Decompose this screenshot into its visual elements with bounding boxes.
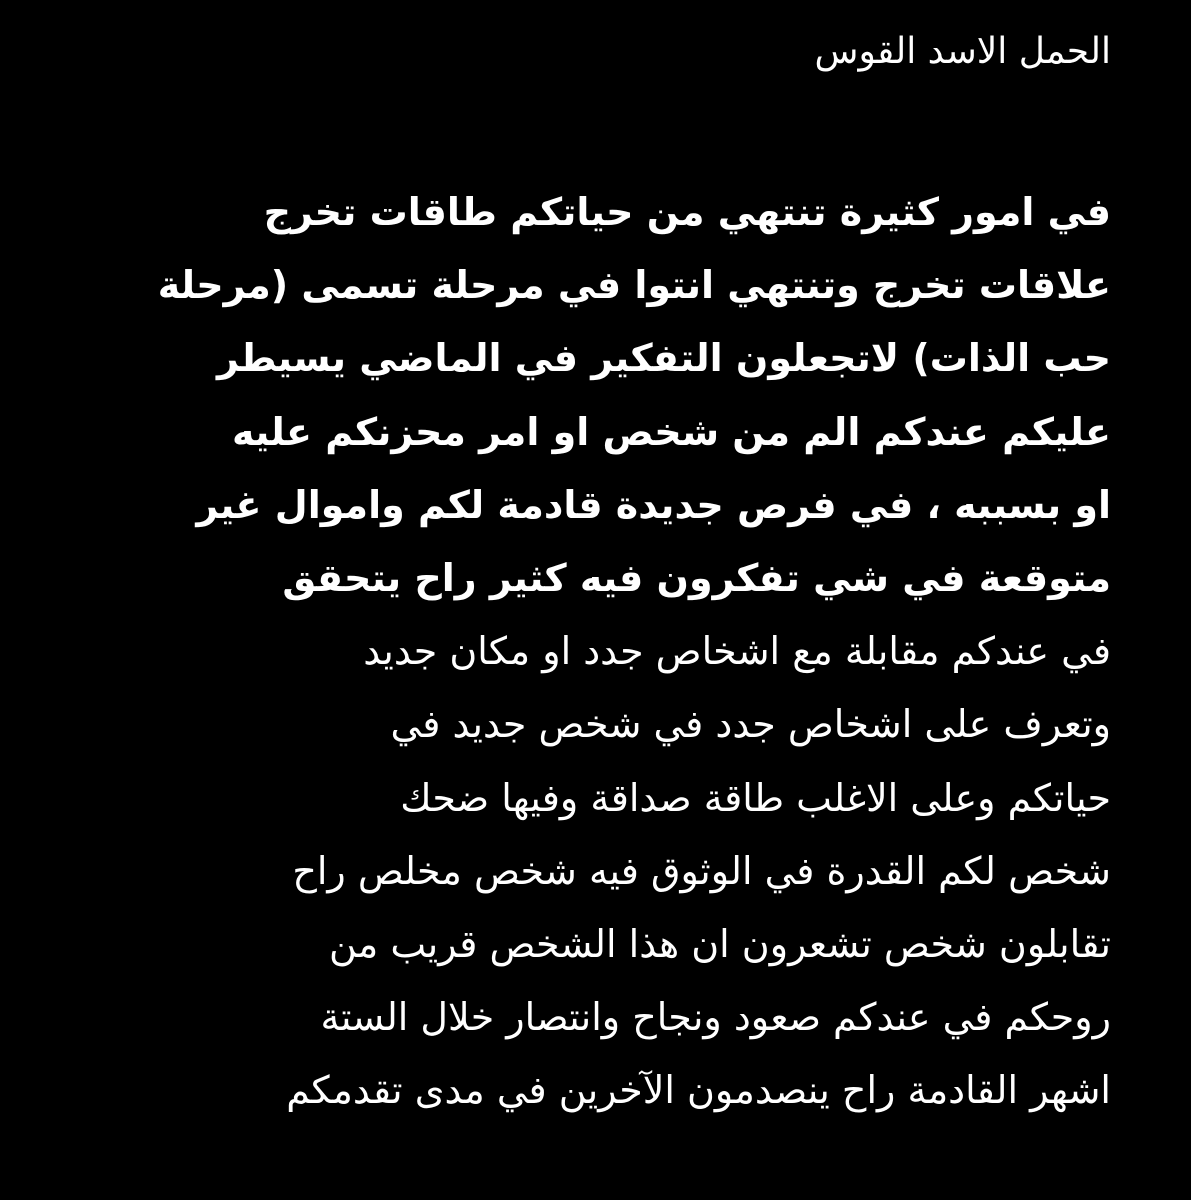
note-line: في عندكم مقابلة مع اشخاص جدد او مكان جديد: [363, 629, 1111, 674]
note-body: [158, 176, 1111, 1127]
note-line: عليكم عندكم الم من شخص او امر محزنكم عليه: [231, 409, 1111, 454]
note-line: او بسببه ، في فرص جديدة قادمة لكم واموال غير: [196, 482, 1111, 527]
note-line: حب الذات) لاتجعلون التفكير في الماضي يسيطر: [216, 336, 1111, 381]
note-line: روحكم في عندكم صعود ونجاح وانتصار خلال الستة: [320, 995, 1111, 1040]
note-title: الحمل الاسد القوس: [814, 31, 1111, 72]
note-line: في امور كثيرة تنتهي من حياتكم طاقات تخرج: [263, 190, 1111, 234]
note-line: متوقعة في شي تفكرون فيه كثير راح يتحقق: [282, 555, 1111, 600]
note-line: وتعرف على اشخاص جدد في شخص جديد في: [390, 702, 1111, 747]
note-line: علاقات تخرج وتنتهي انتوا في مرحلة تسمى (مرحلة: [157, 263, 1111, 308]
note-line: حياتكم وعلى الاغلب طاقة صداقة وفيها ضحك: [400, 775, 1111, 820]
note-line: تقابلون شخص تشعرون ان هذا الشخص قريب من: [328, 921, 1111, 966]
note-line: اشهر القادمة راح ينصدمون الآخرين في مدى تقدمكم: [286, 1068, 1111, 1113]
note-line: شخص لكم القدرة في الوثوق فيه شخص مخلص راح: [292, 848, 1111, 893]
